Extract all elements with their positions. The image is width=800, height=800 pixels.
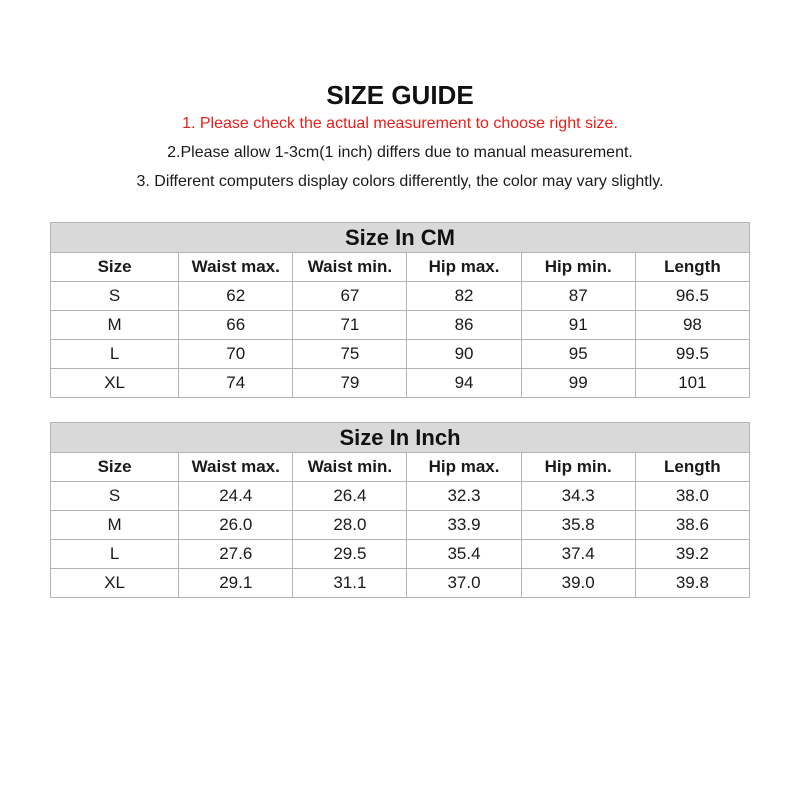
table-cell: 32.3 (407, 482, 521, 511)
table-cell: 29.5 (293, 540, 407, 569)
table-cell: 26.4 (293, 482, 407, 511)
table-row (51, 340, 750, 369)
table-cell: 37.4 (521, 540, 635, 569)
table-cell: 70 (179, 340, 293, 369)
table-cell: 91 (521, 311, 635, 340)
table-row (51, 311, 750, 340)
table-cell: M (51, 511, 179, 540)
size-table-cm (50, 222, 750, 398)
table-cell: 31.1 (293, 569, 407, 598)
table-cell: 99.5 (635, 340, 749, 369)
column-header-hip-max: Hip max. (407, 453, 521, 482)
note-color-variance: 3. Different computers display colors differently, the color may vary slightly. (136, 173, 664, 190)
column-header-waist-min: Waist min. (293, 453, 407, 482)
table-cell: 33.9 (407, 511, 521, 540)
column-header-waist-max: Waist max. (179, 453, 293, 482)
note-manual-measurement: 2.Please allow 1-3cm(1 inch) differs due to manual measurement. (167, 144, 633, 161)
table-cell: 34.3 (521, 482, 635, 511)
table-cell: 87 (521, 282, 635, 311)
table-cell: 35.4 (407, 540, 521, 569)
column-header-length: Length (635, 253, 749, 282)
table-cell: 26.0 (179, 511, 293, 540)
table-cell: S (51, 482, 179, 511)
table-cell: 37.0 (407, 569, 521, 598)
column-header-hip-max: Hip max. (407, 253, 521, 282)
table-caption-row (51, 423, 750, 453)
table-cell: 74 (179, 369, 293, 398)
table-cell: 82 (407, 282, 521, 311)
table-cell: 38.6 (635, 511, 749, 540)
table-caption: Size In CM (51, 223, 750, 253)
table-cell: 79 (293, 369, 407, 398)
table-cell: 94 (407, 369, 521, 398)
table-row (51, 511, 750, 540)
table-cell: XL (51, 569, 179, 598)
column-header-length: Length (635, 453, 749, 482)
table-cell: 39.0 (521, 569, 635, 598)
size-table-inch (50, 422, 750, 598)
table-cell: 66 (179, 311, 293, 340)
table-cell: 38.0 (635, 482, 749, 511)
note-check-measurement: 1. Please check the actual measurement to choose right size. (182, 115, 618, 132)
table-header-row (51, 253, 750, 282)
table-cell: 95 (521, 340, 635, 369)
table-row (51, 482, 750, 511)
table-cell: 39.2 (635, 540, 749, 569)
table-cell: 62 (179, 282, 293, 311)
table-header-row (51, 453, 750, 482)
table-cell: 24.4 (179, 482, 293, 511)
column-header-waist-max: Waist max. (179, 253, 293, 282)
table-cell: 39.8 (635, 569, 749, 598)
table-cell: M (51, 311, 179, 340)
table-cell: 98 (635, 311, 749, 340)
table-cell: 96.5 (635, 282, 749, 311)
table-row (51, 569, 750, 598)
table-cell: 90 (407, 340, 521, 369)
size-guide-title: SIZE GUIDE (326, 80, 474, 110)
table-cell: S (51, 282, 179, 311)
column-header-hip-min: Hip min. (521, 453, 635, 482)
table-cell: 35.8 (521, 511, 635, 540)
column-header-size: Size (51, 453, 179, 482)
table-caption: Size In Inch (51, 423, 750, 453)
table-cell: 28.0 (293, 511, 407, 540)
table-cell: XL (51, 369, 179, 398)
table-row (51, 369, 750, 398)
column-header-size: Size (51, 253, 179, 282)
table-cell: 86 (407, 311, 521, 340)
table-cell: 29.1 (179, 569, 293, 598)
table-caption-row (51, 223, 750, 253)
table-cell: 99 (521, 369, 635, 398)
column-header-hip-min: Hip min. (521, 253, 635, 282)
column-header-waist-min: Waist min. (293, 253, 407, 282)
table-cell: L (51, 340, 179, 369)
table-row (51, 540, 750, 569)
table-cell: 67 (293, 282, 407, 311)
table-cell: 27.6 (179, 540, 293, 569)
table-cell: L (51, 540, 179, 569)
table-row (51, 282, 750, 311)
table-cell: 101 (635, 369, 749, 398)
table-cell: 71 (293, 311, 407, 340)
table-cell: 75 (293, 340, 407, 369)
